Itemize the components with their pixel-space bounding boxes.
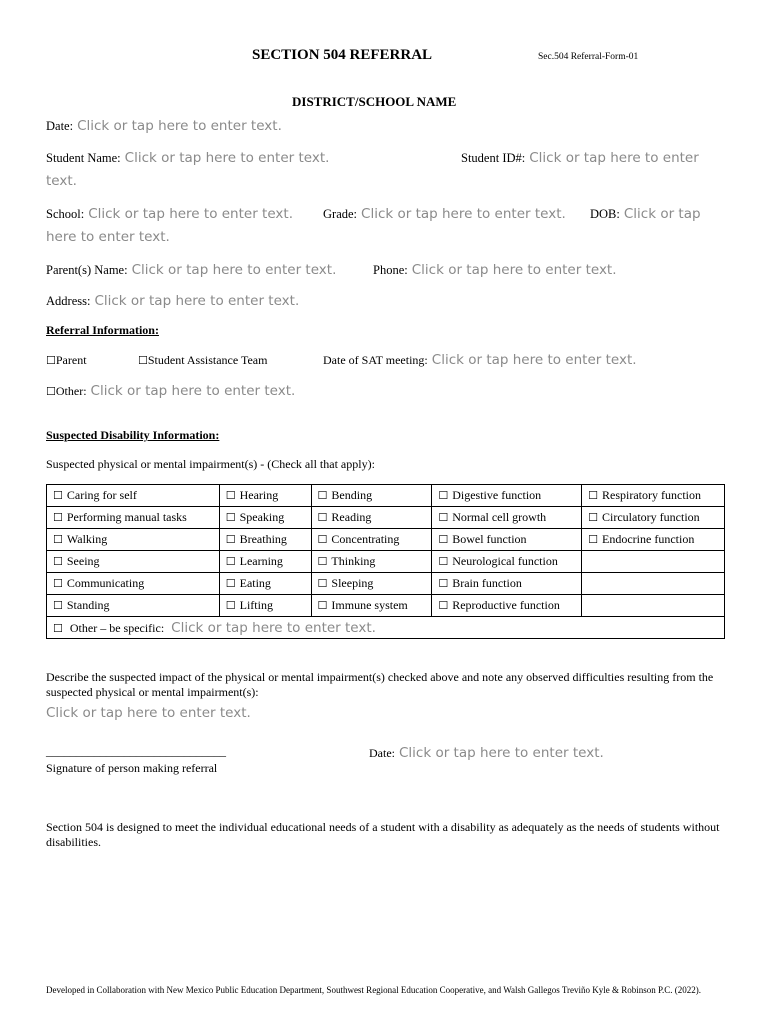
date-input[interactable]: Click or tap here to enter text. xyxy=(77,118,282,134)
impairment-checkbox[interactable]: ☐ xyxy=(53,577,63,590)
impairment-label: Breathing xyxy=(239,532,287,546)
grade-label: Grade: xyxy=(323,207,358,221)
impairment-cell xyxy=(582,485,725,507)
parents-input[interactable]: Click or tap here to enter text. xyxy=(131,262,337,278)
impairment-cell xyxy=(582,529,725,551)
impairment-checkbox[interactable]: ☐ xyxy=(438,489,449,502)
impairment-row xyxy=(47,507,725,529)
disability-heading: Suspected Disability Information: xyxy=(46,428,220,442)
impairment-checkbox[interactable]: ☐ xyxy=(53,599,63,612)
signature-line[interactable]: ______________________________ xyxy=(46,744,226,758)
impairment-row xyxy=(47,485,725,507)
impairment-cell xyxy=(311,595,432,617)
other-checkbox[interactable]: ☐ xyxy=(46,385,56,398)
parent-label: Parent xyxy=(55,353,87,367)
impairment-label: Reading xyxy=(331,510,372,524)
impairment-checkbox[interactable]: ☐ xyxy=(53,489,63,502)
referral-sat-option[interactable] xyxy=(138,353,267,368)
impact-prompt: Describe the suspected impact of the physical or mental impairment(s) checked above and note any observed difficulties resulting from the suspected physical or mental impairment(s): xyxy=(46,670,714,699)
impairment-cell xyxy=(47,551,220,573)
dob-input[interactable]: Click or tap xyxy=(623,206,701,222)
impairment-checkbox[interactable]: ☐ xyxy=(588,489,599,502)
impairment-checkbox[interactable]: ☐ xyxy=(438,511,449,524)
impairment-checkbox[interactable]: ☐ xyxy=(225,533,236,546)
impairment-cell xyxy=(582,551,725,573)
grade-input[interactable]: Click or tap here to enter text. xyxy=(361,206,566,222)
impairment-cell xyxy=(432,529,582,551)
disability-instruction: Suspected physical or mental impairment(s) - (Check all that apply): xyxy=(46,457,375,471)
impairment-label: Communicating xyxy=(66,576,145,590)
impairment-checkbox[interactable]: ☐ xyxy=(225,577,236,590)
impairment-row xyxy=(47,573,725,595)
student-name-row xyxy=(46,149,329,167)
student-name-input[interactable]: Click or tap here to enter text. xyxy=(124,150,330,166)
impairment-label: Caring for self xyxy=(66,488,137,502)
impairment-cell xyxy=(219,573,311,595)
sat-date-label: Date of SAT meeting: xyxy=(323,353,428,367)
referral-other-option xyxy=(46,382,295,400)
impairment-checkbox[interactable]: ☐ xyxy=(438,555,449,568)
impairment-cell xyxy=(47,507,220,529)
impairment-checkbox[interactable]: ☐ xyxy=(317,599,328,612)
impairment-cell xyxy=(432,485,582,507)
signature-label: Signature of person making referral xyxy=(46,761,218,775)
impairment-row xyxy=(47,529,725,551)
date-label: Date: xyxy=(46,119,74,133)
student-id-input-wrap[interactable]: text. xyxy=(46,173,77,189)
parents-label: Parent(s) Name: xyxy=(46,263,128,277)
impairment-cell xyxy=(47,573,220,595)
impairment-checkbox[interactable]: ☐ xyxy=(225,555,236,568)
impairment-label: Normal cell growth xyxy=(452,510,547,524)
grade-row xyxy=(323,205,566,223)
impairment-label: Walking xyxy=(66,532,108,546)
impairment-cell xyxy=(432,551,582,573)
impairment-label: Seeing xyxy=(66,554,100,568)
impairment-label: Speaking xyxy=(239,510,285,524)
impairment-checkbox[interactable]: ☐ xyxy=(438,533,449,546)
impairment-checkbox[interactable]: ☐ xyxy=(588,511,599,524)
impairment-checkbox[interactable]: ☐ xyxy=(225,511,236,524)
sat-label: Student Assistance Team xyxy=(147,353,268,367)
dob-row xyxy=(590,205,701,223)
impairment-checkbox[interactable]: ☐ xyxy=(53,555,63,568)
impairment-checkbox[interactable]: ☐ xyxy=(438,577,449,590)
referral-heading: Referral Information: xyxy=(46,323,159,337)
phone-row xyxy=(373,261,617,279)
impairment-cell xyxy=(311,573,432,595)
impairment-label: Brain function xyxy=(452,576,522,590)
district-name: DISTRICT/SCHOOL NAME xyxy=(292,94,457,109)
impairment-cell xyxy=(219,595,311,617)
impairment-cell xyxy=(219,529,311,551)
footer-credit: Developed in Collaboration with New Mexico Public Education Department, Southwest Regional Education Cooperative, and Walsh Gallegos Treviño Kyle & Robinson P.C. (2022). xyxy=(46,985,702,995)
impairment-cell xyxy=(47,485,220,507)
phone-label: Phone: xyxy=(373,263,408,277)
signature-date-input[interactable]: Click or tap here to enter text. xyxy=(399,745,604,761)
impairment-cell xyxy=(311,551,432,573)
impairment-cell xyxy=(432,507,582,529)
other-label: Other: xyxy=(55,384,87,398)
impairment-checkbox[interactable]: ☐ xyxy=(225,489,236,502)
impairment-checkbox[interactable]: ☐ xyxy=(317,555,328,568)
impairment-checkbox[interactable]: ☐ xyxy=(317,489,328,502)
signature-date-label: Date: xyxy=(369,746,395,760)
form-title: SECTION 504 REFERRAL xyxy=(252,47,433,63)
impairment-checkbox[interactable]: ☐ xyxy=(317,511,328,524)
impairment-label: Digestive function xyxy=(452,488,542,502)
student-name-label: Student Name: xyxy=(46,151,121,165)
impairment-label: Learning xyxy=(239,554,283,568)
impairment-row xyxy=(47,551,725,573)
impairment-cell xyxy=(432,595,582,617)
impairment-cell xyxy=(219,485,311,507)
other-specific-cell xyxy=(47,617,725,639)
impairment-label: Bending xyxy=(331,488,373,502)
section-504-note: Section 504 is designed to meet the individual educational needs of a student with a disability as adequately as the needs of students without disabilities. xyxy=(46,820,720,849)
sat-checkbox[interactable]: ☐ xyxy=(138,354,148,367)
school-input[interactable]: Click or tap here to enter text. xyxy=(88,206,293,222)
impairment-cell xyxy=(219,507,311,529)
school-label: School: xyxy=(46,207,85,221)
impairment-cell xyxy=(219,551,311,573)
impairment-label: Sleeping xyxy=(331,576,374,590)
form-id: Sec.504 Referral-Form-01 xyxy=(538,52,639,62)
school-row xyxy=(46,205,293,223)
impairment-checkbox[interactable]: ☐ xyxy=(317,577,328,590)
address-row xyxy=(46,292,299,310)
impairment-cell xyxy=(47,529,220,551)
impairment-label: Circulatory function xyxy=(602,510,700,524)
student-id-row xyxy=(461,149,699,167)
date-row xyxy=(46,117,282,135)
parents-row xyxy=(46,261,336,279)
other-specific-row xyxy=(47,617,725,639)
impairment-cell xyxy=(582,507,725,529)
impairment-row xyxy=(47,595,725,617)
impairment-cell xyxy=(311,529,432,551)
impairment-table xyxy=(46,484,725,639)
other-specific-input[interactable]: Click or tap here to enter text. xyxy=(171,619,376,636)
impairment-label: Immune system xyxy=(331,598,408,612)
impairment-checkbox[interactable]: ☐ xyxy=(588,533,599,546)
impairment-label: Standing xyxy=(66,598,110,612)
student-id-input[interactable]: Click or tap here to enter xyxy=(529,150,699,166)
student-id-label: Student ID#: xyxy=(461,151,526,165)
impairment-cell xyxy=(47,595,220,617)
impairment-checkbox[interactable]: ☐ xyxy=(225,599,236,612)
impact-input[interactable]: Click or tap here to enter text. xyxy=(46,705,251,721)
impairment-checkbox[interactable]: ☐ xyxy=(53,533,63,546)
impairment-checkbox[interactable]: ☐ xyxy=(317,533,328,546)
impairment-label: Lifting xyxy=(239,598,273,612)
address-label: Address: xyxy=(46,294,91,308)
parent-checkbox[interactable]: ☐ xyxy=(46,354,56,367)
impairment-label: Reproductive function xyxy=(452,598,560,612)
impairment-label: Concentrating xyxy=(331,532,400,546)
impairment-table-body xyxy=(47,485,725,617)
other-specific-checkbox[interactable]: ☐ xyxy=(53,621,63,635)
impairment-label: Eating xyxy=(239,576,271,590)
impairment-label: Hearing xyxy=(239,488,279,502)
dob-label: DOB: xyxy=(590,207,620,221)
sat-date-input[interactable]: Click or tap here to enter text. xyxy=(431,352,637,368)
phone-input[interactable]: Click or tap here to enter text. xyxy=(411,262,617,278)
referral-parent-option[interactable] xyxy=(46,353,87,368)
impairment-cell xyxy=(311,507,432,529)
impairment-label: Neurological function xyxy=(452,554,558,568)
other-specific-label: Other – be specific: xyxy=(69,620,165,635)
impairment-cell xyxy=(311,485,432,507)
impairment-label: Performing manual tasks xyxy=(66,510,187,524)
impairment-cell xyxy=(582,573,725,595)
address-input[interactable]: Click or tap here to enter text. xyxy=(94,293,300,309)
impairment-label: Endocrine function xyxy=(602,532,695,546)
impairment-label: Respiratory function xyxy=(602,488,701,502)
other-input[interactable]: Click or tap here to enter text. xyxy=(90,383,296,399)
dob-input-wrap[interactable]: here to enter text. xyxy=(46,229,170,245)
impairment-checkbox[interactable]: ☐ xyxy=(438,599,449,612)
impairment-cell xyxy=(582,595,725,617)
signature-date-row xyxy=(369,744,604,762)
sat-date-row xyxy=(323,351,637,369)
impairment-checkbox[interactable]: ☐ xyxy=(53,511,63,524)
impairment-label: Thinking xyxy=(331,554,376,568)
impairment-label: Bowel function xyxy=(452,532,527,546)
impairment-cell xyxy=(432,573,582,595)
